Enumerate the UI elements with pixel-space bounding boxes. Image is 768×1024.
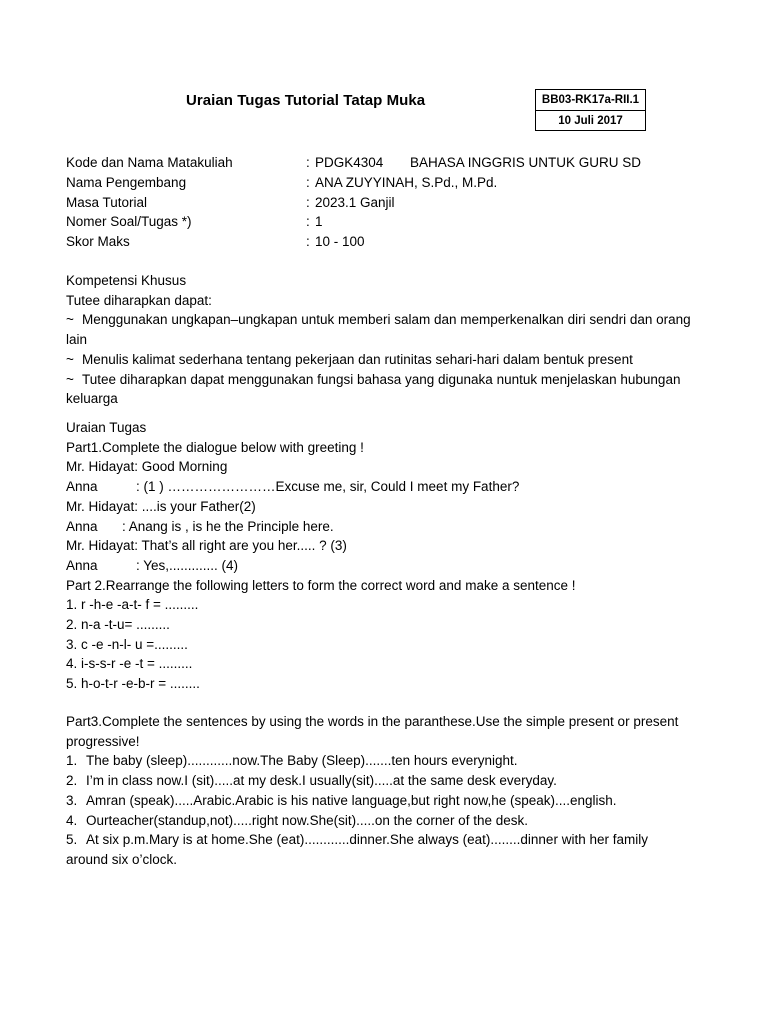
part2-item: 1. r -h-e -a-t- f = ......... (66, 597, 199, 613)
part2-item: 5. h-o-t-r -e-b-r = ........ (66, 676, 200, 692)
dialogue-text: : Anang is , is he the Principle here. (122, 518, 334, 534)
tutorial-period: 2023.1 Ganjil (315, 194, 395, 210)
tilde-bullet: ~ (66, 371, 74, 387)
item-number: 2. (66, 773, 78, 789)
competency-continuation: lain (66, 332, 88, 348)
course-code: PDGK4304 (315, 155, 384, 170)
item-text: Ourteacher(standup,not).....right now.She(sit).....on the corner of the desk. (86, 812, 528, 828)
dialogue-line (66, 517, 666, 537)
part3-title-continuation: progressive! (66, 733, 140, 749)
info-label: Kode dan Nama Matakuliah (66, 155, 233, 170)
item-number: 1. (66, 753, 78, 769)
part3-item-continuation: around six o’clock. (66, 851, 178, 867)
info-label: Skor Maks (66, 234, 130, 250)
dialogue-line (66, 556, 666, 576)
dialogue-speaker: Anna (66, 557, 98, 573)
task-number: 1 (315, 214, 323, 230)
course-name: BAHASA INGGRIS UNTUK GURU SD (410, 155, 642, 170)
item-text: I’m in class now.I (sit).....at my desk.I usually(sit).....at the same desk everyday. (86, 773, 557, 789)
part1-title: Part1.Complete the dialogue below with greeting ! (66, 439, 364, 455)
task-section (66, 418, 666, 694)
part2-item: 4. i-s-s-r -e -t = ......... (66, 656, 193, 672)
max-score: 10 - 100 (315, 234, 365, 250)
competency-text: Tutee diharapkan dapat menggunakan fungsi bahasa yang digunaka nuntuk menjelaskan hubungan (82, 371, 681, 387)
dialogue-line (66, 477, 666, 497)
dialogue-line: Mr. Hidayat: Good Morning (66, 459, 228, 475)
part3-item (66, 791, 666, 811)
tilde-bullet: ~ (66, 351, 74, 367)
competency-item (66, 350, 666, 370)
tilde-bullet: ~ (66, 312, 74, 328)
item-number: 5. (66, 832, 78, 848)
info-label: Nomer Soal/Tugas *) (66, 214, 192, 230)
part3-item (66, 751, 666, 771)
document-code: BB03-RK17a-RII.1 (536, 90, 645, 111)
part2-item: 2. n-a -t-u= ......... (66, 617, 170, 633)
competency-intro: Tutee diharapkan dapat: (66, 292, 212, 308)
part3-section (66, 712, 679, 870)
competency-continuation: keluarga (66, 391, 118, 407)
info-colon: : (306, 194, 310, 210)
item-text: Amran (speak).....Arabic.Arabic is his native language,but right now,he (speak)....english. (86, 792, 617, 808)
dialogue-speaker: Anna (66, 518, 98, 534)
part3-item (66, 771, 666, 791)
part3-item (66, 811, 666, 831)
item-text: At six p.m.Mary is at home.She (eat)............dinner.She always (eat)........dinner with her family (86, 832, 648, 848)
competency-heading: Kompetensi Khusus (66, 273, 187, 288)
part3-item (66, 830, 666, 850)
part2-title: Part 2.Rearrange the following letters to form the correct word and make a sentence ! (66, 577, 576, 593)
info-colon: : (306, 155, 310, 170)
info-label: Nama Pengembang (66, 174, 187, 190)
developer-name: ANA ZUYYINAH, S.Pd., M.Pd. (315, 174, 498, 190)
dialogue-line: Mr. Hidayat: That’s all right are you her..... ? (3) (66, 538, 347, 554)
competency-section (66, 271, 691, 409)
info-colon: : (306, 214, 310, 230)
competency-item (66, 310, 691, 330)
dialogue-text: : Yes,............. (4) (136, 557, 239, 573)
document-title: Uraian Tugas Tutorial Tatap Muka (186, 92, 426, 109)
competency-text: Menulis kalimat sederhana tentang pekerjaan dan rutinitas sehari-hari dalam bentuk present (82, 351, 633, 367)
info-colon: : (306, 234, 310, 250)
item-number: 4. (66, 812, 78, 828)
item-text: The baby (sleep)............now.The Baby (Sleep).......ten hours everynight. (86, 753, 518, 769)
document-code-box (535, 89, 646, 131)
item-number: 3. (66, 792, 78, 808)
dialogue-text: : (1 ) ……………………Excuse me, sir, Could I meet my Father? (136, 479, 520, 495)
part2-item: 3. c -e -n-l- u =......... (66, 636, 188, 652)
task-heading: Uraian Tugas (66, 420, 147, 435)
dialogue-line: Mr. Hidayat: ....is your Father(2) (66, 498, 256, 514)
dialogue-speaker: Anna (66, 479, 98, 495)
info-label: Masa Tutorial (66, 194, 148, 210)
info-colon: : (306, 174, 310, 190)
part3-title: Part3.Complete the sentences by using the words in the paranthese.Use the simple present or present (66, 714, 679, 729)
document-date: 10 Juli 2017 (558, 115, 623, 127)
competency-item (66, 370, 681, 390)
competency-text: Menggunakan ungkapan–ungkapan untuk memberi salam dan memperkenalkan diri sendri dan orang (82, 312, 691, 328)
